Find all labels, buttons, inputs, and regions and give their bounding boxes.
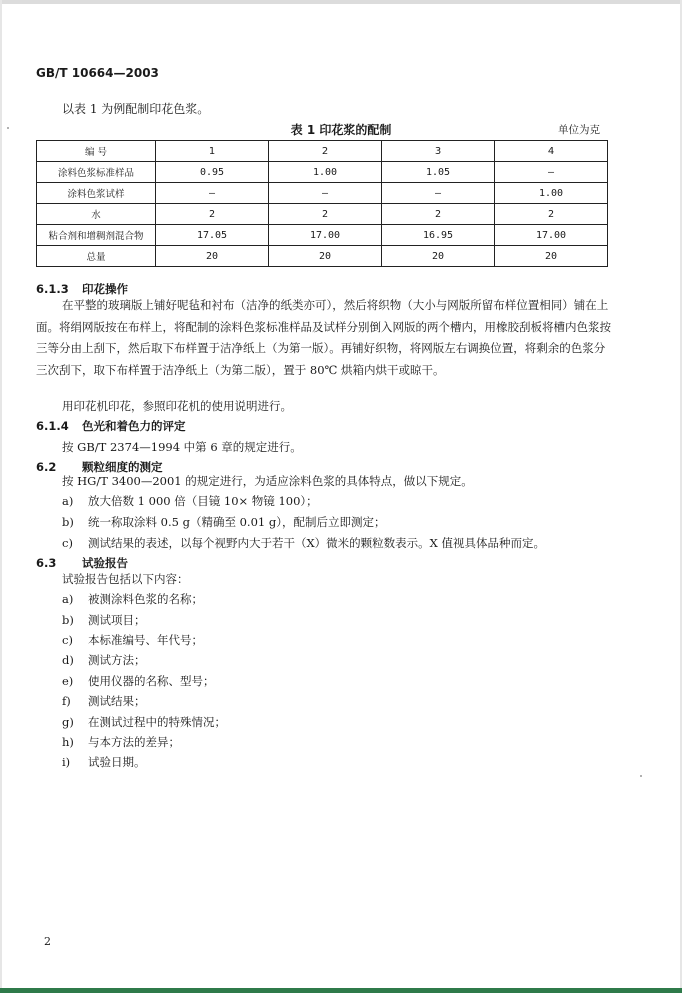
section-title: 色光和着色力的评定: [82, 419, 186, 433]
section-title: 颗粒细度的测定: [82, 460, 163, 474]
list-marker: c): [62, 536, 73, 550]
list-marker: e): [62, 674, 74, 688]
list-text: 与本方法的差异；: [88, 735, 180, 749]
list-text: 统一称取涂料 0.5 g（精确至 0.01 g），配制后立即测定；: [88, 515, 386, 529]
list-marker: b): [62, 515, 74, 529]
formulation-table: [36, 140, 608, 267]
list-item: [62, 714, 226, 730]
list-marker: f): [62, 694, 71, 708]
table-cell: —: [382, 183, 495, 204]
table-cell: 2: [156, 204, 269, 225]
standard-code: GB/T 10664—2003: [36, 66, 159, 80]
list-item: [62, 734, 180, 750]
intro-line: 以表 1 为例配制印花色浆。: [62, 102, 210, 116]
section-title: 印花操作: [82, 282, 128, 296]
table-cell: 涂料色浆标准样品: [37, 162, 156, 183]
list-marker: d): [62, 653, 74, 667]
table-header-cell: 编 号: [37, 141, 156, 162]
table-cell: 2: [269, 204, 382, 225]
table-cell: 0.95: [156, 162, 269, 183]
table-cell: 粘合剂和增稠剂混合物: [37, 225, 156, 246]
list-item: [62, 632, 203, 648]
list-item: [62, 693, 146, 709]
table-row: [37, 162, 608, 183]
table-cell: 2: [495, 204, 608, 225]
section-6-1-4-heading: [36, 418, 186, 434]
table-cell: —: [156, 183, 269, 204]
table-cell: 20: [495, 246, 608, 267]
table-header-cell: 1: [156, 141, 269, 162]
list-item: [62, 493, 318, 509]
page-frame-left: [0, 0, 2, 993]
table-header-cell: 4: [495, 141, 608, 162]
table-cell: 总量: [37, 246, 156, 267]
table-cell: —: [495, 162, 608, 183]
list-text: 被测涂料色浆的名称；: [88, 592, 203, 606]
list-item: [62, 612, 146, 628]
table-row: [37, 183, 608, 204]
list-item: [62, 591, 203, 607]
list-item: [62, 754, 146, 770]
table-cell: 2: [382, 204, 495, 225]
section-6-3-text: 试验报告包括以下内容：: [62, 572, 189, 586]
list-item: [62, 514, 386, 530]
scan-speck: [640, 775, 642, 777]
section-number: 6.1.3: [36, 282, 69, 296]
section-6-1-3-note: 用印花机印花，参照印花机的使用说明进行。: [62, 399, 292, 413]
table-cell: 16.95: [382, 225, 495, 246]
table-cell: 17.00: [269, 225, 382, 246]
section-number: 6.2: [36, 460, 57, 474]
section-title: 试验报告: [82, 556, 128, 570]
list-text: 测试结果的表述，以每个视野内大于若干（X）微米的颗粒数表示。X 值视具体品种而定。: [88, 536, 546, 550]
table-cell: 1.05: [382, 162, 495, 183]
table-header-cell: 2: [269, 141, 382, 162]
list-text: 测试方法；: [88, 653, 146, 667]
list-marker: b): [62, 613, 74, 627]
page-frame-bottom: [0, 988, 682, 993]
page-frame-top: [0, 0, 682, 4]
table-row: [37, 225, 608, 246]
table-cell: 20: [269, 246, 382, 267]
section-6-3-heading: [36, 555, 128, 571]
section-6-1-3-paragraph: 在平整的玻璃版上铺好呢毡和衬布（洁净的纸类亦可），然后将织物（大小与网版所留布样位置相同）铺在上面。将绢网版按在布样上，将配制的涂料色浆标准样品及试样分别倒入网版的两个槽内，用橡胶刮板将槽内色浆按三等分由上刮下，然后取下布样置于洁净纸上（为第一版）。再铺好织物，将网版左右调换位置，将剩余的色浆分三次刮下，取下布样置于洁净纸上（为第二版），置于 80℃ 烘箱内烘干或晾干。: [36, 298, 611, 377]
table-cell: 1.00: [495, 183, 608, 204]
table-cell: 1.00: [269, 162, 382, 183]
table-title: 表 1 印花浆的配制: [290, 123, 392, 137]
table-unit: 单位为克: [558, 124, 600, 136]
list-text: 在测试过程中的特殊情况；: [88, 715, 226, 729]
list-marker: g): [62, 715, 74, 729]
list-marker: a): [62, 494, 74, 508]
list-item: [62, 673, 215, 689]
list-marker: h): [62, 735, 74, 749]
table-cell: 17.00: [495, 225, 608, 246]
table-cell: 水: [37, 204, 156, 225]
list-marker: c): [62, 633, 73, 647]
list-text: 测试结果；: [88, 694, 146, 708]
list-item: [62, 652, 146, 668]
list-text: 本标准编号、年代号；: [88, 633, 203, 647]
table-cell: —: [269, 183, 382, 204]
list-text: 放大倍数 1 000 倍（目镜 10× 物镜 100）；: [88, 494, 318, 508]
table-header-cell: 3: [382, 141, 495, 162]
section-6-2-text: 按 HG/T 3400—2001 的规定进行，为适应涂料色浆的具体特点，做以下规定。: [62, 474, 473, 488]
table-row: [37, 204, 608, 225]
section-6-1-4-text: 按 GB/T 2374—1994 中第 6 章的规定进行。: [62, 440, 302, 454]
table-cell: 20: [156, 246, 269, 267]
section-number: 6.1.4: [36, 419, 69, 433]
table-header-row: [37, 141, 608, 162]
page-number: 2: [44, 935, 51, 948]
section-number: 6.3: [36, 556, 57, 570]
list-marker: a): [62, 592, 74, 606]
list-marker: i): [62, 755, 71, 769]
list-text: 试验日期。: [88, 755, 146, 769]
list-text: 使用仪器的名称、型号；: [88, 674, 215, 688]
table-row: [37, 246, 608, 267]
list-item: [62, 535, 545, 551]
table-cell: 20: [382, 246, 495, 267]
table-cell: 17.05: [156, 225, 269, 246]
table-cell: 涂料色浆试样: [37, 183, 156, 204]
list-text: 测试项目；: [88, 613, 146, 627]
